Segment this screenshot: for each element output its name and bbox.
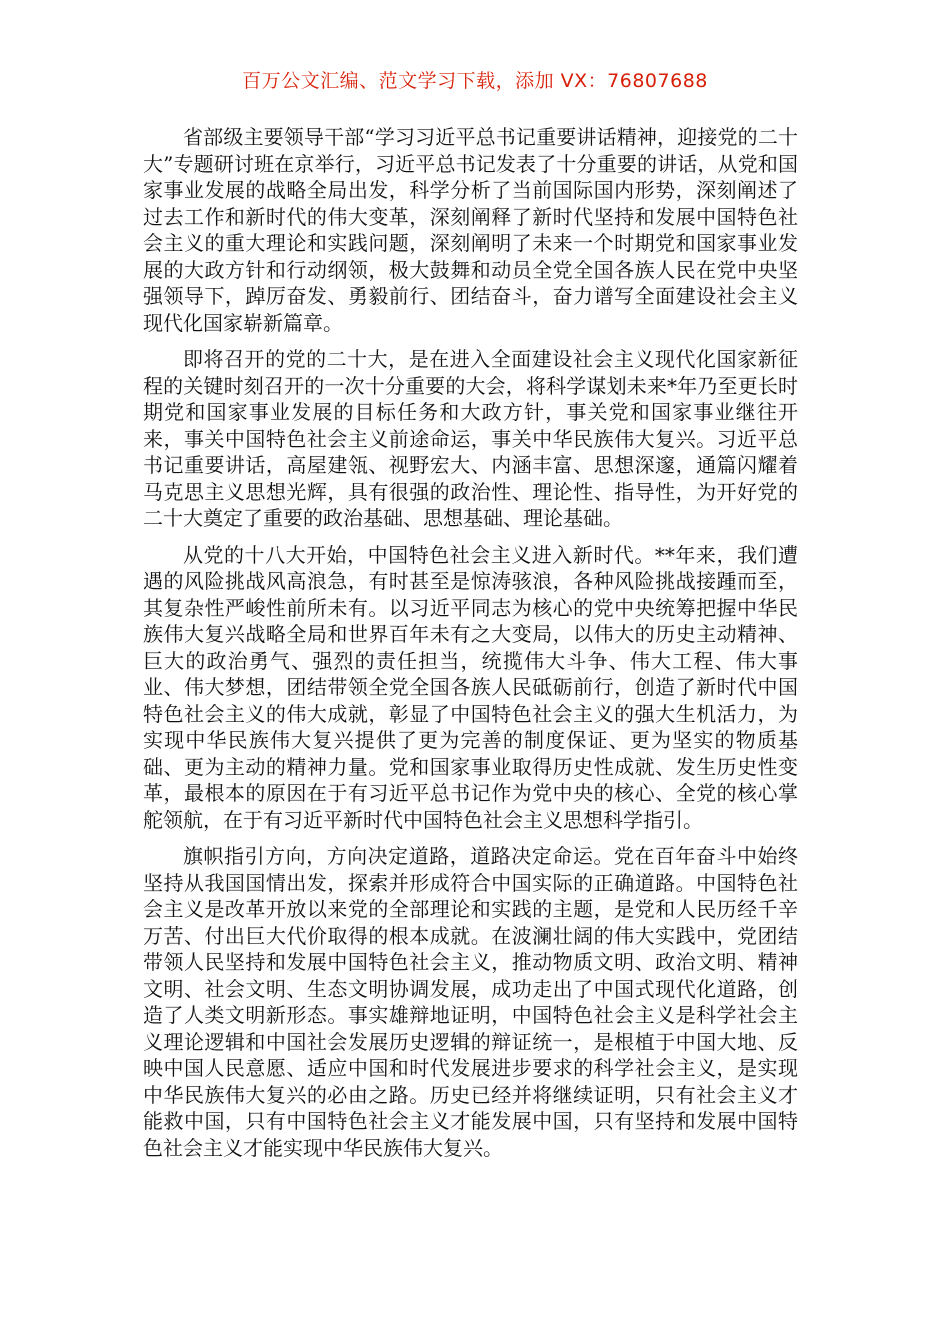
document-body [143, 124, 798, 1171]
paragraph-3: 从党的十八大开始，中国特色社会主义进入新时代。**年来，我们遭遇的风险挑战风高浪急，有时甚至是惊涛骇浪，各种风险挑战接踵而至，其复杂性严峻性前所未有。以习近平同志为核心的党中央统筹把握中华民族伟大复兴战略全局和世界百年未有之大变局，以伟大的历史主动精神、巨大的政治勇气、强烈的责任担当，统揽伟大斗争、伟大工程、伟大事业、伟大梦想，团结带领全党全国各族人民砥砺前行，创造了新时代中国特色社会主义的伟大成就，彰显了中国特色社会主义的强大生机活力，为实现中华民族伟大复兴提供了更为完善的制度保证、更为坚实的物质基础、更为主动的精神力量。党和国家事业取得历史性成就、发生历史性变革，最根本的原因在于有习近平总书记作为党中央的核心、全党的核心掌舵领航，在于有习近平新时代中国特色社会主义思想科学指引。 [143, 542, 798, 832]
paragraph-2: 即将召开的党的二十大，是在进入全面建设社会主义现代化国家新征程的关键时刻召开的一次十分重要的大会，将科学谋划未来*年乃至更长时期党和国家事业发展的目标任务和大政方针，事关党和国家事业继往开来，事关中国特色社会主义前途命运，事关中华民族伟大复兴。习近平总书记重要讲话，高屋建瓴、视野宏大、内涵丰富、思想深邃，通篇闪耀着马克思主义思想光辉，具有很强的政治性、理论性、指导性，为开好党的二十大奠定了重要的政治基础、思想基础、理论基础。 [143, 347, 798, 530]
paragraph-4: 旗帜指引方向，方向决定道路，道路决定命运。党在百年奋斗中始终坚持从我国国情出发，探索并形成符合中国实际的正确道路。中国特色社会主义是改革开放以来党的全部理论和实践的主题，是党和人民历经千辛万苦、付出巨大代价取得的根本成就。在波澜壮阔的伟大实践中，党团结带领人民坚持和发展中国特色社会主义，推动物质文明、政治文明、精神文明、社会文明、生态文明协调发展，成功走出了中国式现代化道路，创造了人类文明新形态。事实雄辩地证明，中国特色社会主义是科学社会主义理论逻辑和中国社会发展历史逻辑的辩证统一，是根植于中国大地、反映中国人民意愿、适应中国和时代发展进步要求的科学社会主义，是实现中华民族伟大复兴的必由之路。历史已经并将继续证明，只有社会主义才能救中国，只有中国特色社会主义才能发展中国，只有坚持和发展中国特色社会主义才能实现中华民族伟大复兴。 [143, 844, 798, 1160]
header-banner: 百万公文汇编、范文学习下载，添加 VX：76807688 [242, 70, 708, 92]
paragraph-1: 省部级主要领导干部“学习习近平总书记重要讲话精神，迎接党的二十大”专题研讨班在京举行，习近平总书记发表了十分重要的讲话，从党和国家事业发展的战略全局出发，科学分析了当前国际国内形势，深刻阐述了过去工作和新时代的伟大变革，深刻阐释了新时代坚持和发展中国特色社会主义的重大理论和实践问题，深刻阐明了未来一个时期党和国家事业发展的大政方针和行动纲领，极大鼓舞和动员全党全国各族人民在党中央坚强领导下，踔厉奋发、勇毅前行、团结奋斗，奋力谱写全面建设社会主义现代化国家崭新篇章。 [143, 125, 798, 335]
